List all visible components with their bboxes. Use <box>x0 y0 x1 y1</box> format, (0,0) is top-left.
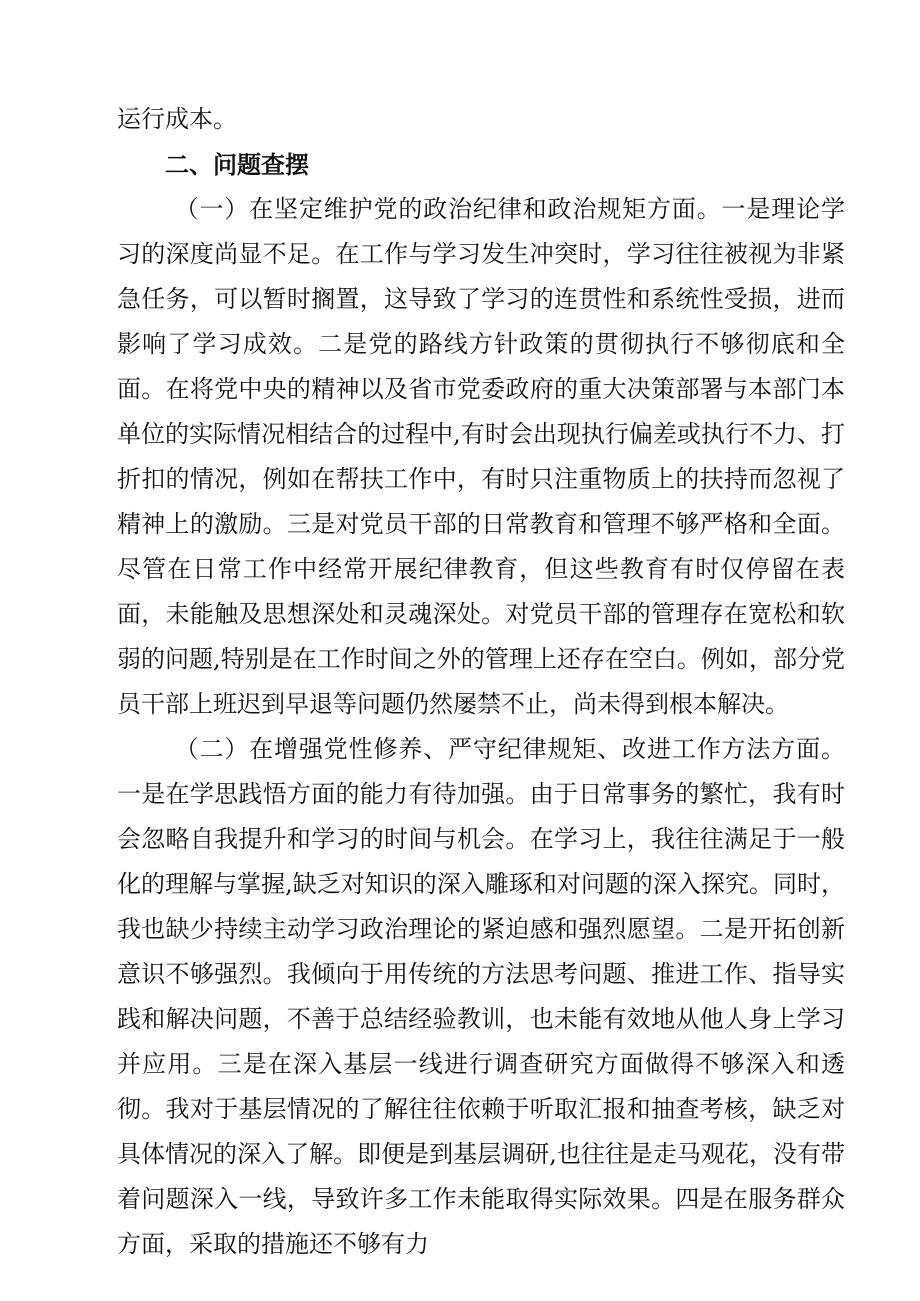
continuation-text: 运行成本。 <box>117 105 237 133</box>
section-heading: 二、问题查摆 <box>165 150 309 179</box>
body-paragraph-political-discipline: （一）在坚定维护党的政治纪律和政治规矩方面。一是理论学习的深度尚显不足。在工作与学习发生冲突时，学习往往被视为非紧急任务，可以暂时搁置，这导致了学习的连贯性和系统性受损，进而影响了学习成效。二是党的路线方针政策的贯彻执行不够彻底和全面。在将党中央的精神以及省市党委政府的重大决策部署与本部门本单位的实际情况相结合的过程中,有时会出现执行偏差或执行不力、打折扣的情况，例如在帮扶工作中，有时只注重物质上的扶持而忽视了精神上的激励。三是对党员干部的日常教育和管理不够严格和全面。尽管在日常工作中经常开展纪律教育，但这些教育有时仅停留在表面，未能触及思想深处和灵魂深处。对党员干部的管理存在宽松和软弱的问题,特别是在工作时间之外的管理上还存在空白。例如，部分党员干部上班迟到早退等问题仍然屡禁不止，尚未得到根本解决。 <box>117 195 845 718</box>
document-body <box>117 97 845 1267</box>
body-paragraph-party-spirit: （二）在增强党性修养、严守纪律规矩、改进工作方法方面。一是在学思践悟方面的能力有待加强。由于日常事务的繁忙，我有时会忽略自我提升和学习的时间与机会。在学习上，我往往满足于一般化的理解与掌握,缺乏对知识的深入雕琢和对问题的深入探究。同时，我也缺少持续主动学习政治理论的紧迫感和强烈愿望。二是开拓创新意识不够强烈。我倾向于用传统的方法思考问题、推进工作、指导实践和解决问题，不善于总结经验教训，也未能有效地从他人身上学习并应用。三是在深入基层一线进行调查研究方面做得不够深入和透彻。我对于基层情况的了解往往依赖于听取汇报和抽查考核，缺乏对具体情况的深入了解。即便是到基层调研,也往往是走马观花，没有带着问题深入一线，导致许多工作未能取得实际效果。四是在服务群众方面，采取的措施还不够有力 <box>117 735 845 1258</box>
